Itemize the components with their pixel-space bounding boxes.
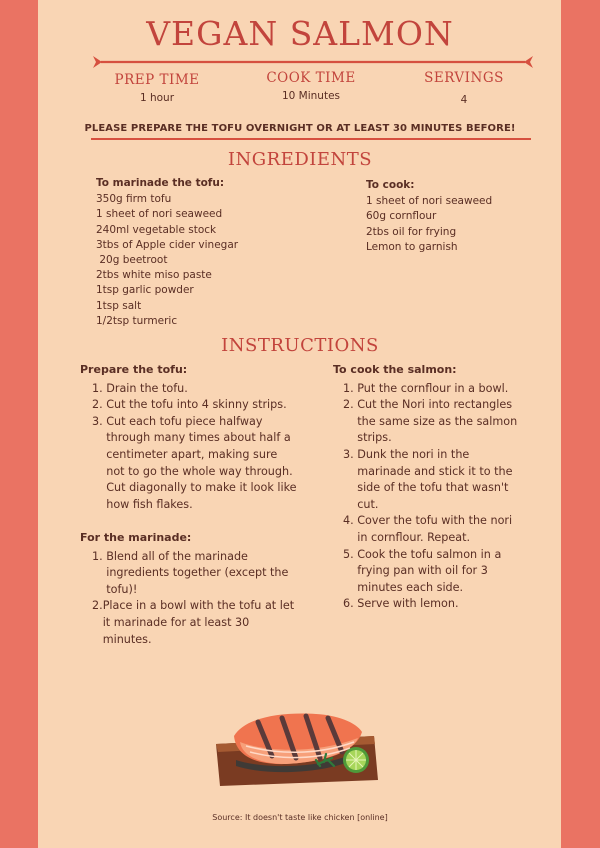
marinade-ingredient-item: 1/2tsp turmeric — [96, 314, 178, 327]
prepare-tofu-section — [80, 362, 298, 513]
ingredients-heading: INGREDIENTS — [227, 149, 373, 170]
prepare-step-text: Drain the tofu. — [106, 381, 188, 395]
prepare-step — [92, 397, 298, 414]
prep-time-label: PREP TIME — [114, 72, 200, 88]
marinade-section — [80, 530, 298, 648]
cook-step-number: 5. — [343, 547, 358, 561]
cook-step-text: Put the cornflour in a bowl. — [357, 381, 509, 395]
prepare-step-number: 3. — [92, 414, 107, 428]
marinade-step — [92, 549, 298, 599]
cook-step-text: Cook the tofu salmon in a frying pan with oil for 3 minutes each side. — [357, 547, 502, 594]
prepare-step — [92, 414, 298, 514]
prep-note: PLEASE PREPARE THE TOFU OVERNIGHT OR AT LEAST 30 MINUTES BEFORE! — [84, 123, 516, 134]
cook-step-number: 4. — [343, 514, 358, 528]
marinade-ingredient-item: 3tbs of Apple cider vinegar — [96, 238, 239, 251]
marinade-step-number: 2. — [92, 599, 103, 613]
cook-step-number: 2. — [343, 398, 358, 412]
cook-step-text: Cover the tofu with the nori in cornflour. Repeat. — [357, 514, 513, 544]
salmon-illustration — [206, 704, 392, 788]
marinade-ingredients — [96, 176, 238, 329]
servings-label: SERVINGS — [424, 70, 504, 86]
prep-time — [82, 72, 232, 104]
marinade-ingredient-item: 1 sheet of nori seaweed — [96, 208, 223, 221]
note-divider — [91, 138, 531, 140]
marinade-ingredient-item: 1tsp garlic powder — [96, 284, 194, 297]
cook-ingredient-item: Lemon to garnish — [366, 240, 458, 253]
cook-step — [343, 596, 523, 613]
prepare-step-number: 1. — [92, 381, 107, 395]
marinade-step-text: Place in a bowl with the tofu at let it marinade for at least 30 minutes. — [102, 599, 295, 646]
prepare-step-text: Cut the tofu into 4 skinny strips. — [106, 398, 287, 412]
cook-step-text: Cut the Nori into rectangles the same size as the salmon strips. — [357, 398, 518, 445]
prep-time-value: 1 hour — [139, 92, 175, 104]
cook-time — [236, 70, 386, 102]
cook-ingredient-item: 2tbs oil for frying — [366, 225, 457, 238]
cook-time-value: 10 Minutes — [281, 90, 341, 102]
prepare-step — [92, 381, 298, 398]
marinade-title: For the marinade: — [80, 531, 192, 544]
cook-step — [343, 547, 523, 597]
marinade-ingredient-item: 20g beetroot — [96, 254, 168, 267]
cook-salmon-section — [333, 362, 523, 613]
title-divider — [93, 52, 533, 72]
instructions-heading: INSTRUCTIONS — [221, 335, 379, 356]
cook-step-number: 6. — [343, 597, 358, 611]
recipe-title: VEGAN SALMON — [146, 14, 454, 53]
cook-step-number: 1. — [343, 381, 358, 395]
prepare-step-text: Cut each tofu piece halfway through many times about half a centimeter apart, making sure not to go the whole way through. Cut diagonally to make it look like how fish flakes. — [106, 414, 297, 511]
cook-step-text: Dunk the nori in the marinade and stick it to the side of the tofu that wasn't cut. — [357, 447, 513, 511]
cook-step — [343, 447, 523, 513]
cook-salmon-title: To cook the salmon: — [333, 363, 457, 376]
marinade-step-text: Blend all of the marinade ingredients together (except the tofu)! — [106, 549, 289, 596]
marinade-ingredient-item: 2tbs white miso paste — [96, 269, 212, 282]
marinade-step-number: 1. — [92, 549, 107, 563]
servings — [389, 70, 539, 106]
cook-ingredients — [366, 178, 492, 255]
cook-step-number: 3. — [343, 447, 358, 461]
servings-value: 4 — [460, 94, 468, 106]
cook-step-text: Serve with lemon. — [357, 597, 459, 611]
prepare-step-number: 2. — [92, 398, 107, 412]
marinade-ingredient-item: 240ml vegetable stock — [96, 223, 217, 236]
marinade-ingredient-item: 350g firm tofu — [96, 193, 172, 206]
cook-ingredient-item: 60g cornflour — [366, 210, 437, 223]
cook-step — [343, 513, 523, 546]
cook-ingredient-item: 1 sheet of nori seaweed — [366, 195, 493, 208]
source-credit: Source: It doesn't taste like chicken [online] — [212, 813, 388, 822]
prepare-tofu-title: Prepare the tofu: — [80, 363, 188, 376]
cook-ingredients-title: To cook: — [366, 179, 415, 191]
cook-step — [343, 397, 523, 447]
marinade-ingredient-item: 1tsp salt — [96, 299, 142, 312]
cook-time-label: COOK TIME — [266, 70, 356, 86]
cook-step — [343, 381, 523, 398]
marinade-step — [92, 598, 298, 648]
marinade-ingredients-title: To marinade the tofu: — [96, 177, 225, 189]
